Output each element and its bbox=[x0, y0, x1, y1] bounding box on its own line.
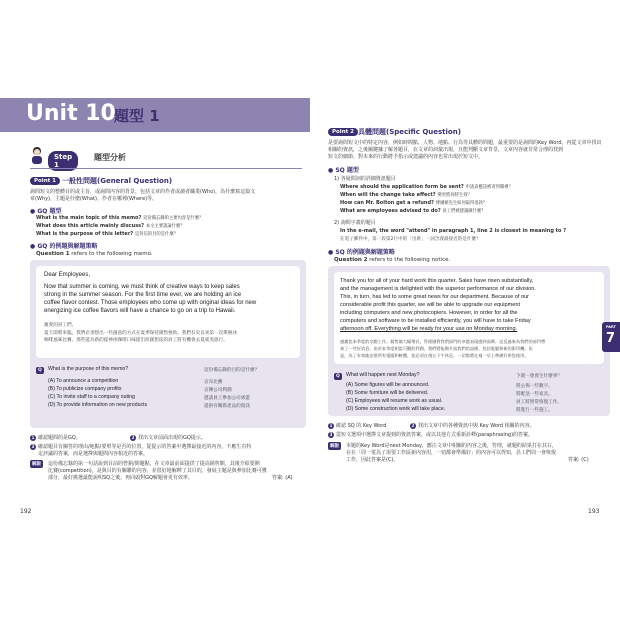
explain-tag: 解說 bbox=[330, 444, 339, 449]
question-tag: Q bbox=[336, 374, 340, 379]
point-2-title: 具體問題(Specific Question) bbox=[358, 128, 461, 136]
question-1-ref: Question 1 refers to the following memo. bbox=[36, 251, 153, 257]
question-2-box bbox=[328, 266, 610, 416]
sq-example-1: Where should the application form be sent? 申請表應該被寄到哪裡？ bbox=[340, 184, 513, 190]
memo-line: strong in the summer season. For the first time ever, we are holding an ice bbox=[44, 292, 242, 298]
memo-line: Dear Employees, bbox=[44, 272, 91, 278]
notice-line: considerable profit this quarter, we will be able to upgrade our equipment bbox=[340, 302, 521, 308]
choice-d-zh: 提供有關新產品的資訊 bbox=[204, 404, 250, 409]
point-2-label: Point 2 bbox=[328, 128, 358, 136]
student-avatar-icon bbox=[30, 146, 44, 164]
sq-type-heading: ● SQ 題型 bbox=[328, 167, 359, 174]
strategy-step-3-cont: 定評議的答案，而是選擇與題問內容相近的答案。 bbox=[38, 451, 149, 457]
notice-line: Thank you for all of your hard work this quarter. Sales have risen substantially, bbox=[340, 278, 534, 284]
choice-b-zh: 宣傳公司利潤 bbox=[204, 388, 232, 393]
notice-line: and the management is delighted with the superior performance of our division. bbox=[340, 286, 536, 292]
notice-line: This, in turn, has led to some great news for our department. Because of our bbox=[340, 294, 530, 300]
gq-example-2: What does this article mainly discuss? 本文主要談論什麼？ bbox=[36, 223, 185, 229]
explain-line: 工作，因此答案是(C)。 bbox=[346, 457, 399, 463]
notice-translation: 來了一些好消息。由於本季度相當可觀的利潤，我們將能夠升級我們的設備，包括電腦和新的影印機。但 bbox=[340, 346, 533, 351]
notice-line: including computers and new photocopiers. However, in order for all the bbox=[340, 310, 518, 316]
question-2-translation: 下週一會發生什麼事？ bbox=[516, 374, 562, 379]
choice-a[interactable]: (A) Some figures will be announced. bbox=[346, 382, 430, 388]
choice-b[interactable]: (B) To publicize company profits bbox=[48, 386, 122, 392]
choice-d-zh: 將進行一些施工。 bbox=[516, 408, 553, 413]
unit-title: 題型 1 bbox=[114, 107, 160, 125]
memo-translation: 親愛的員工們， bbox=[44, 323, 77, 328]
left-page bbox=[10, 84, 310, 526]
memo-translation: 夏天即將來臨，我們必須想出一些創意的方式在夏季保持銷售強勁。我們有史以來第一次舉辦冰 bbox=[44, 331, 237, 336]
notice-card bbox=[334, 272, 604, 364]
explain-line: 部分，最好挑選最能說明SQ之後，再回頭對GQ解題會更有效率。 bbox=[48, 475, 193, 481]
gq-example-1: What is the main topic of this memo? 這份備忘錄的主要內容是什麼？ bbox=[36, 215, 204, 221]
intro-line-1: 詢問短文的整體目的或主旨，或詢問內容的背景，包括文章的作者或讀者職業(Who)，為什麼寫這篇文 bbox=[30, 189, 256, 195]
notice-translation: 是，為了有效地安裝所有電腦和軟體，您必須在週五下午休息。一切都將在週一早上準備好供您使用。 bbox=[340, 353, 529, 358]
step-title: 題型分析 bbox=[94, 153, 126, 162]
choice-c[interactable]: (C) Employees will resume work as usual. bbox=[346, 398, 443, 404]
sq-example-heading: ● SQ 的例題與解題策略 bbox=[328, 249, 395, 256]
intro-line: 相關的資訊，之後關鍵據了解各題目，在文章的詞彙出現，且能判斷文章背景，文章內容就非常合理的找到 bbox=[328, 147, 564, 153]
question-2-text: What will happen next Monday? bbox=[346, 372, 420, 378]
strategy-step-2: 2 找出文章中的各種資訊中與 Key Word 相關的內容。 bbox=[411, 422, 535, 429]
explain-line: 本題的Key Word是next Monday，應注文章中相關的內容之後，答理，就題的結果打在其右， bbox=[346, 443, 557, 449]
part-tab bbox=[602, 322, 620, 352]
part-tab-number: 7 bbox=[606, 331, 616, 346]
choice-c[interactable]: (C) To invite staff to a company outing bbox=[48, 394, 135, 400]
sq-example-4: What are employees advised to do? 員工們被建議做什麼？ bbox=[340, 208, 486, 214]
choice-a-zh: 將公佈一些數字。 bbox=[516, 384, 553, 389]
sq-sub-2: 2) 詢問字義的題目 bbox=[334, 220, 376, 226]
question-1-translation: 這份備忘錄的目的是什麼？ bbox=[204, 368, 260, 373]
explain-tag: 解說 bbox=[32, 462, 41, 467]
choice-a-zh: 宣布比賽 bbox=[204, 380, 223, 385]
choice-c-zh: 員工將照常恢復工作。 bbox=[516, 400, 562, 405]
choice-c-zh: 邀請員工參加公司郊遊 bbox=[204, 396, 250, 401]
strategy-step-2: 2 找出文章前面出現的GQ提示。 bbox=[131, 434, 206, 441]
page-number-left: 192 bbox=[20, 508, 32, 515]
point-1-title: 一般性問題(General Question) bbox=[62, 177, 173, 185]
notice-translation: 感謝您本季度的辛勤工作。銷售額大幅增長，管理層對我們部門的卓越表現感到高興。這反過來為我們的部門帶 bbox=[340, 339, 546, 344]
part-tab-label: PART bbox=[606, 325, 616, 329]
strategy-step-3: 3 從短文選項中選擇文章提到的資訊答案，或以其他方式重新詮釋(paraphrasing)的答案。 bbox=[329, 431, 534, 438]
answer-2: 答案: (C) bbox=[568, 457, 589, 463]
choice-d[interactable]: (D) Some construction work will take place. bbox=[346, 406, 446, 412]
explain-line: 這份備忘錄的第一句話說到目前的營銷/問題點，在文章最前面提供了提高銷售額，其後介紹要開 bbox=[48, 461, 260, 467]
notice-line: afternoon off. Everything will be ready for your use on Monday morning. bbox=[340, 326, 518, 332]
memo-translation: 咖啡風味比賽。那些能為新的提神冰咖啡口味提出原創想法的員工將有機會去夏威夷旅行。 bbox=[44, 338, 228, 343]
strategy-step-1: 1 確認題問的是GQ。 bbox=[31, 434, 81, 441]
question-1-text: What is the purpose of this memo? bbox=[48, 366, 129, 372]
memo-line: energizing ice coffee flavors will have a chance to go on a trip to Hawaii. bbox=[44, 308, 236, 314]
question-tag: Q bbox=[38, 368, 42, 373]
unit-number: Unit 10 bbox=[26, 101, 116, 126]
memo-line: Now that summer is coming, we must think of creative ways to keep sales bbox=[44, 284, 240, 290]
intro-line: 短文的細節，對未來的行動將予指示或建議的內容也常出現於短文中。 bbox=[328, 154, 484, 160]
choice-a[interactable]: (A) To announce a competition bbox=[48, 378, 119, 384]
intro-line-2: 章(Why)，主題是什麼(What)，作者在哪裡(Where)等。 bbox=[30, 196, 158, 202]
page-number-right: 193 bbox=[588, 508, 600, 515]
step-label: Step 1 bbox=[48, 151, 78, 171]
step-divider bbox=[30, 168, 302, 169]
choice-b-zh: 將配送一些家具。 bbox=[516, 392, 553, 397]
choice-b[interactable]: (B) Some furniture will be delivered. bbox=[346, 390, 429, 396]
point-1-label: Point 1 bbox=[30, 177, 60, 185]
gq-type-heading: ● GQ 題型 bbox=[30, 208, 62, 215]
gq-example-heading: ● GQ 的例題與解題策略 bbox=[30, 243, 98, 250]
sq-sub-1: 1) 各疑問詞的詳細資訊題目 bbox=[334, 176, 396, 182]
sq-word-question: In the e-mail, the word "attend" in paragraph 1, line 2 is closest in meaning to ? bbox=[340, 228, 567, 234]
explain-line: 在在「周一電為了需要工作區新內容用，一切都會準備好」的內容可以得知，員工們周一會恢復 bbox=[346, 450, 557, 456]
gq-example-3: What is the purpose of this letter? 這封信的目的是什麼？ bbox=[36, 231, 178, 237]
sq-example-2: When will the change take effect? 變更將何時生效？ bbox=[340, 192, 472, 198]
sq-example-3: How can Mr. Bolton get a refund? 博爾頓先生如何取得退款？ bbox=[340, 200, 488, 206]
memo-card bbox=[36, 266, 300, 358]
question-2-ref: Question 2 refers to the following notice. bbox=[334, 257, 451, 263]
sq-word-question-zh: 在電子郵件中，第一段第2行中的「出席」一詞含義最接近的是什麼？ bbox=[340, 237, 481, 242]
explain-line: 比賽(competition)，是與目的有關聯的內容，並很好地解釋了其目的，發展主題是與參加比賽可獲 bbox=[48, 468, 267, 474]
notice-line: computers and software to be installed efficiently, you will have to take Friday bbox=[340, 318, 531, 324]
strategy-step-1: 1 確認 SQ 的 Key Word bbox=[329, 422, 387, 429]
strategy-step-3: 3 確認題目有關答的理由/地點/要單等是否的位置，從提示的答案中選擇最接近的內容。不應生有特 bbox=[31, 443, 252, 450]
answer-1: 答案: (A) bbox=[272, 475, 293, 481]
unit-banner bbox=[0, 98, 310, 132]
question-1-box bbox=[30, 260, 306, 428]
right-page bbox=[318, 84, 610, 526]
choice-d[interactable]: (D) To provide information on new products bbox=[48, 402, 148, 408]
memo-line: coffee flavor contest. Those employees who come up with original ideas for new bbox=[44, 300, 257, 306]
intro-line: 是要詢問短文中的特定內容，例如時間點、人物、地點、行為等具體的問題，最重要的是詢問的Key Word，再從文章中找出 bbox=[328, 140, 602, 146]
